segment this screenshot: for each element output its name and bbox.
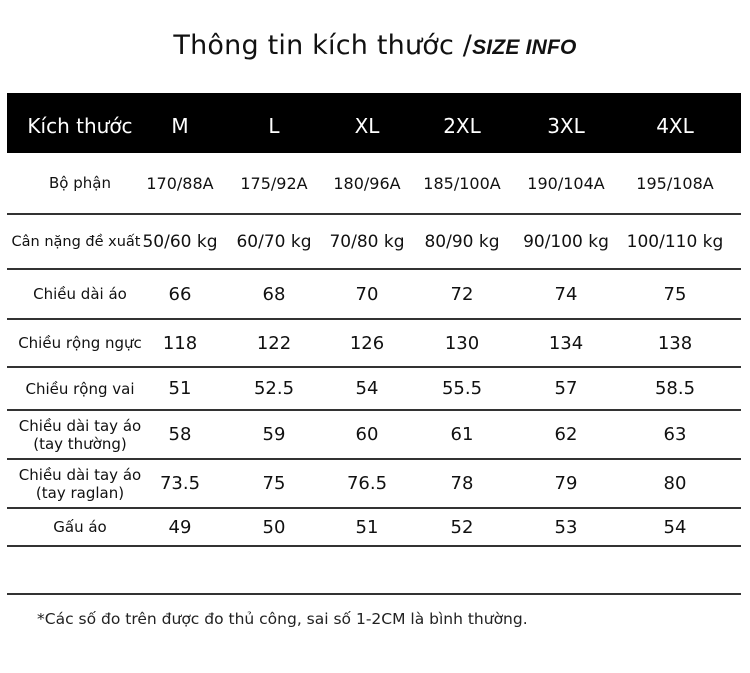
page-title (0, 30, 750, 61)
footnote: *Các số đo trên được đo thủ công, sai số 1-2CM là bình thường. (37, 610, 528, 628)
cell-2xl: 52 (450, 516, 474, 538)
cell-xl: 70 (355, 283, 379, 305)
table-row (7, 460, 741, 509)
cell-2xl: 185/100A (423, 173, 501, 193)
header-size-label: Kích thước (27, 114, 133, 138)
row-label: Cân nặng đề xuất (11, 233, 141, 250)
row-label: Bộ phận (49, 174, 111, 192)
row-label: Chiều rộng ngực (18, 334, 142, 352)
row-label: Chiều dài tay áo (tay raglan) (18, 465, 142, 502)
cell-l: 52.5 (253, 378, 295, 399)
cell-m: 66 (168, 283, 192, 305)
cell-4xl: 195/108A (636, 173, 714, 193)
cell-4xl: 100/110 kg (626, 231, 724, 252)
cell-4xl: 138 (657, 332, 693, 354)
table-row (7, 320, 741, 368)
cell-m: 51 (168, 378, 192, 399)
cell-xl: 70/80 kg (329, 231, 405, 252)
cell-2xl: 55.5 (441, 378, 483, 399)
table-row (7, 153, 741, 215)
cell-m: 50/60 kg (142, 231, 218, 252)
cell-3xl: 134 (548, 332, 584, 354)
table-row (7, 215, 741, 270)
table-row (7, 509, 741, 547)
table-row (7, 270, 741, 320)
cell-xl: 126 (349, 332, 385, 354)
cell-2xl: 130 (444, 332, 480, 354)
cell-xl: 54 (355, 378, 379, 399)
cell-4xl: 80 (663, 473, 687, 494)
cell-3xl: 90/100 kg (523, 231, 609, 252)
cell-m: 49 (168, 516, 192, 538)
cell-3xl: 190/104A (527, 173, 605, 193)
cell-4xl: 58.5 (654, 378, 696, 399)
cell-4xl: 63 (663, 424, 687, 445)
cell-l: 60/70 kg (236, 231, 312, 252)
header-size-l: L (268, 114, 280, 138)
cell-3xl: 79 (554, 473, 578, 494)
table-row-empty (7, 547, 741, 595)
cell-m: 73.5 (159, 473, 201, 494)
table-row (7, 411, 741, 460)
title-english: SIZE INFO (472, 36, 577, 59)
row-label: Chiều dài áo (33, 285, 127, 303)
row-label: Chiều dài tay áo (tay thường) (18, 416, 142, 453)
header-size-xl: XL (354, 114, 380, 138)
cell-2xl: 80/90 kg (424, 231, 500, 252)
cell-l: 175/92A (240, 173, 308, 193)
cell-2xl: 61 (450, 424, 474, 445)
cell-l: 50 (262, 516, 286, 538)
cell-l: 59 (262, 424, 286, 445)
table-row (7, 368, 741, 411)
cell-2xl: 78 (450, 473, 474, 494)
cell-3xl: 62 (554, 424, 578, 445)
cell-l: 75 (262, 473, 286, 494)
cell-3xl: 53 (554, 516, 578, 538)
table-header (7, 93, 741, 153)
cell-3xl: 74 (554, 283, 578, 305)
cell-4xl: 75 (663, 283, 687, 305)
cell-xl: 51 (355, 516, 379, 538)
cell-2xl: 72 (450, 283, 474, 305)
cell-m: 170/88A (146, 173, 214, 193)
header-size-m: M (171, 114, 189, 138)
cell-l: 68 (262, 283, 286, 305)
row-label: Chiều rộng vai (25, 379, 135, 398)
cell-xl: 180/96A (333, 173, 401, 193)
header-size-3xl: 3XL (547, 114, 585, 138)
row-label: Gấu áo (53, 518, 107, 536)
cell-xl: 60 (355, 424, 379, 445)
cell-xl: 76.5 (346, 473, 388, 494)
cell-m: 118 (162, 332, 198, 354)
cell-l: 122 (256, 332, 292, 354)
header-size-2xl: 2XL (443, 114, 481, 138)
cell-3xl: 57 (554, 378, 578, 399)
cell-m: 58 (168, 424, 192, 445)
cell-4xl: 54 (663, 516, 687, 538)
header-size-4xl: 4XL (656, 114, 694, 138)
title-vietnamese: Thông tin kích thước / (173, 30, 473, 61)
